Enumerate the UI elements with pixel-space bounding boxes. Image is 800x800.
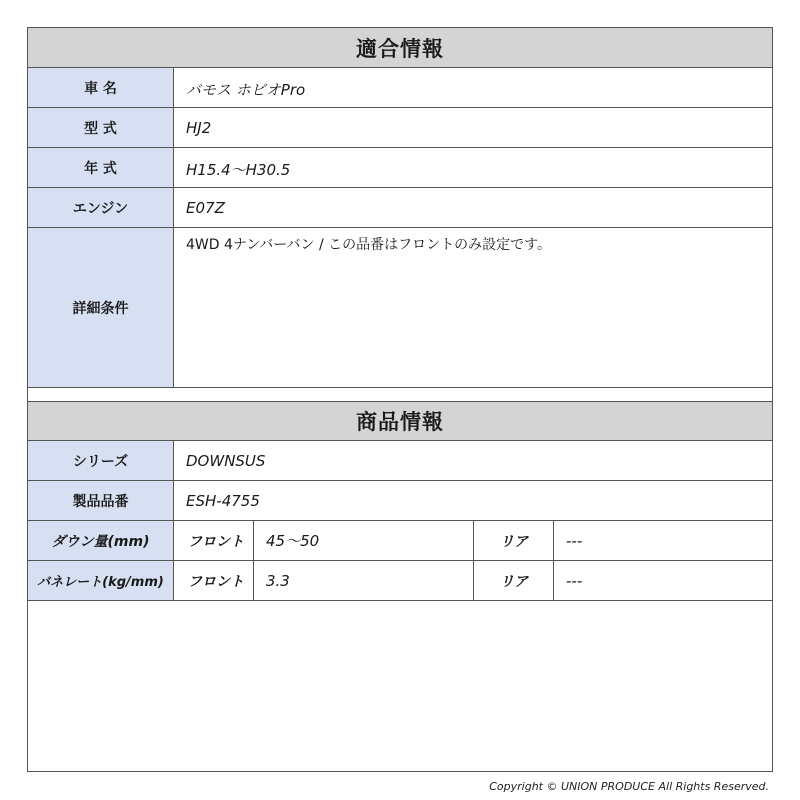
- label-spring-rate: バネレート(kg/mm): [28, 561, 174, 600]
- drop-front-label: フロント: [188, 533, 244, 550]
- divider: [253, 521, 254, 560]
- drop-front-value: 45～50: [266, 532, 320, 550]
- section-spacer: [28, 388, 772, 402]
- value-vehicle-name: バモス ホビオPro: [186, 81, 306, 99]
- label-vehicle-name: 車 名: [28, 68, 174, 107]
- spring-front-value: 3.3: [266, 571, 290, 590]
- value-engine: E07Z: [186, 199, 225, 217]
- spring-rear-value: ---: [566, 571, 583, 590]
- compat-section-title: [28, 28, 772, 68]
- row-spring-rate: [28, 561, 772, 601]
- row-model-code: [28, 108, 772, 148]
- product-title: 商品情報: [356, 410, 444, 434]
- drop-rear-label: リア: [500, 533, 528, 550]
- product-section-title: [28, 402, 772, 441]
- row-series: [28, 441, 772, 481]
- copyright-notice: Copyright © UNION PRODUCE All Rights Reserved.: [489, 780, 769, 793]
- label-model-year: 年 式: [28, 148, 174, 187]
- divider: [253, 561, 254, 600]
- label-details: 詳細条件: [28, 228, 174, 387]
- compat-title: 適合情報: [356, 36, 444, 61]
- label-series: シリーズ: [28, 441, 174, 480]
- drop-rear-value: ---: [566, 531, 583, 550]
- spring-rear-label: リア: [500, 573, 528, 590]
- row-part-number: [28, 481, 772, 521]
- divider: [553, 521, 554, 560]
- value-part-number: ESH-4755: [186, 492, 260, 510]
- divider: [553, 561, 554, 600]
- label-model-code: 型 式: [28, 108, 174, 147]
- row-details: [28, 228, 772, 388]
- spec-sheet: [27, 27, 773, 772]
- label-engine: エンジン: [28, 188, 174, 227]
- label-drop-amount: ダウン量(mm): [28, 521, 174, 560]
- divider: [473, 521, 474, 560]
- value-series: DOWNSUS: [186, 452, 266, 470]
- value-details: 4WD 4ナンバーバン / この品番はフロントのみ設定です。: [186, 237, 552, 253]
- row-drop-amount: [28, 521, 772, 561]
- divider: [473, 561, 474, 600]
- row-model-year: [28, 148, 772, 188]
- row-vehicle-name: [28, 68, 772, 108]
- value-model-code: HJ2: [186, 119, 212, 137]
- row-engine: [28, 188, 772, 228]
- value-model-year: H15.4～H30.5: [186, 161, 291, 179]
- label-part-number: 製品品番: [28, 481, 174, 520]
- spring-front-label: フロント: [188, 573, 244, 590]
